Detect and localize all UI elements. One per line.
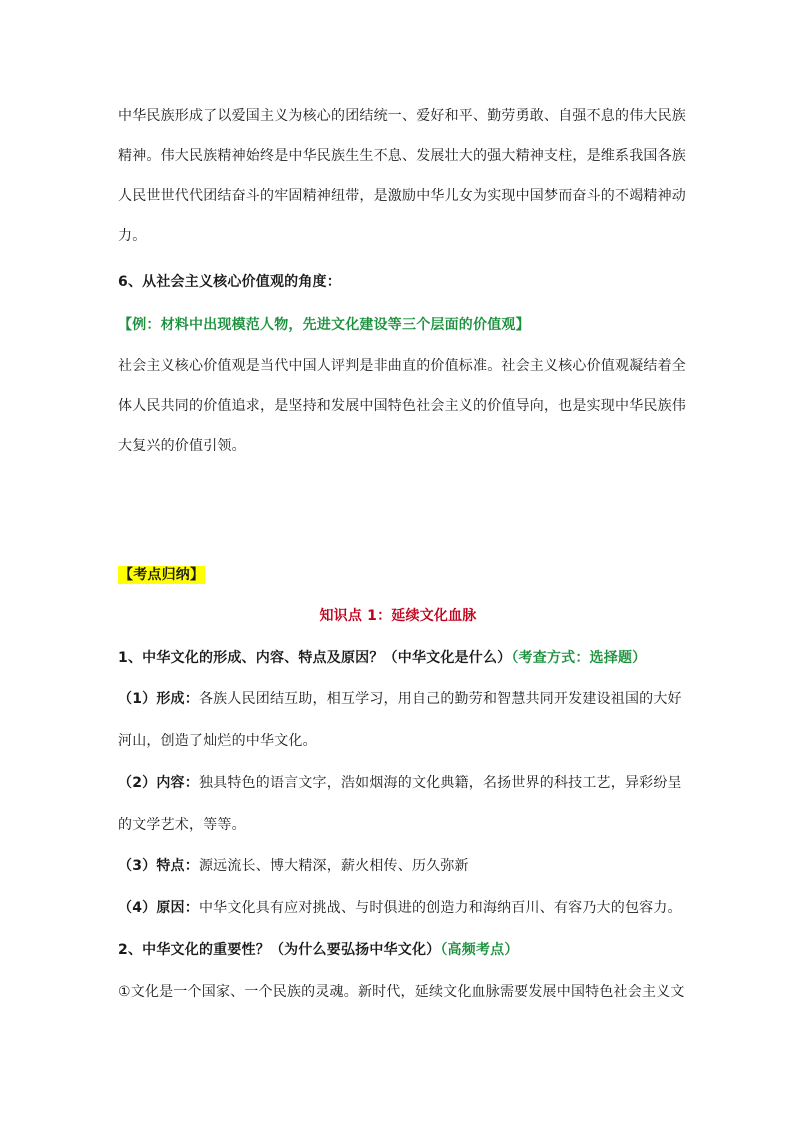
paragraph-line: 人民世世代代团结奋斗的牢固精神纽带，是激励中华儿女为实现中国梦而奋斗的不竭精神动 <box>118 188 686 204</box>
section-heading: 6、从社会主义核心价值观的角度： <box>118 274 341 290</box>
item-continuation: 河山，创造了灿烂的中华文化。 <box>118 733 317 749</box>
item-continuation: 的文学艺术，等等。 <box>118 817 246 833</box>
paragraph-line: ①文化是一个国家、一个民族的灵魂。新时代，延续文化血脉需要发展中国特色社会主义文 <box>118 984 685 1000</box>
knowledge-title: 知识点 1：延续文化血脉 <box>319 608 477 624</box>
item-features <box>118 856 469 876</box>
question-2-text: 2、中华文化的重要性？（为什么要弘扬中华文化） <box>118 942 441 958</box>
question-1-note: （考查方式：选择题） <box>511 650 647 666</box>
paragraph-line: 大复兴的价值引领。 <box>118 438 246 454</box>
question-2-note: （高频考点） <box>440 942 519 958</box>
paragraph-line: 精神。伟大民族精神始终是中华民族生生不息、发展壮大的强大精神支柱，是维系我国各族 <box>118 148 686 164</box>
paragraph-line: 中华民族形成了以爱国主义为核心的团结统一、爱好和平、勤劳勇敢、自强不息的伟大民族 <box>118 108 686 124</box>
item-formation <box>118 689 682 709</box>
item-content <box>118 773 682 793</box>
item-label: （4）原因： <box>118 900 199 916</box>
paragraph-line: 力。 <box>118 228 147 244</box>
item-text: 中华文化具有应对挑战、与时俱进的创造力和海纳百川、有容乃大的包容力。 <box>198 900 682 916</box>
item-text: 各族人民团结互助，相互学习，用自己的勤劳和智慧共同开发建设祖国的大好 <box>198 691 682 707</box>
item-label: （1）形成： <box>118 691 199 707</box>
question-2 <box>118 940 519 960</box>
question-1 <box>118 648 646 668</box>
item-label: （3）特点： <box>118 858 199 874</box>
item-text: 源远流长、博大精深，薪火相传、历久弥新 <box>198 858 469 874</box>
item-text: 独具特色的语言文字，浩如烟海的文化典籍，名扬世界的科技工艺，异彩纷呈 <box>198 775 682 791</box>
example-note: 【例：材料中出现模范人物，先进文化建设等三个层面的价值观】 <box>118 317 530 333</box>
item-reason <box>118 898 682 918</box>
paragraph-line: 体人民共同的价值追求，是坚持和发展中国特色社会主义的价值导向，也是实现中华民族伟 <box>118 398 686 414</box>
item-label: （2）内容： <box>118 775 199 791</box>
kaodian-tag: 【考点归纳】 <box>119 567 205 583</box>
kaodian-tag-wrap <box>118 565 205 585</box>
question-1-text: 1、中华文化的形成、内容、特点及原因？（中华文化是什么） <box>118 650 512 666</box>
paragraph-line: 社会主义核心价值观是当代中国人评判是非曲直的价值标准。社会主义核心价值观凝结着全 <box>118 358 686 374</box>
